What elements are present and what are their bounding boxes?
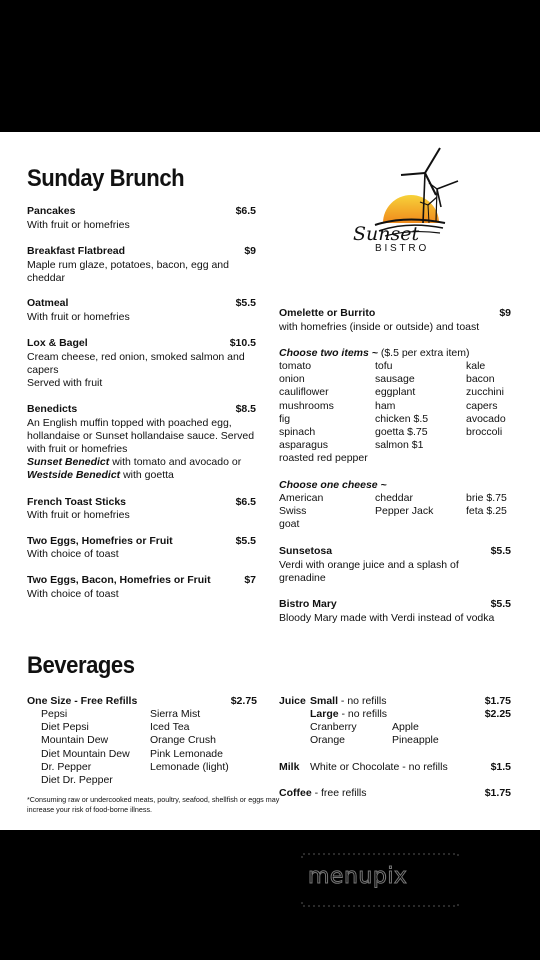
soda: Iced Tea xyxy=(150,721,190,734)
ingredient: eggplant xyxy=(375,386,416,399)
milk-desc: White or Chocolate - no refills xyxy=(310,761,448,773)
item-price: $10.5 xyxy=(229,337,256,349)
coffee-line xyxy=(279,787,367,800)
item-desc: capers xyxy=(27,364,59,376)
logo-word: BISTRO xyxy=(375,243,430,254)
ingredient: ham xyxy=(375,399,396,412)
juice-flavor: Cranberry xyxy=(310,721,357,733)
variant-desc: with tomato and avocado or xyxy=(109,456,242,468)
ingredient: asparagus xyxy=(279,439,329,452)
ingredient: spinach xyxy=(279,426,316,439)
item-price: $9 xyxy=(244,245,256,257)
cheese-col-1 xyxy=(279,492,323,532)
item-price: $9 xyxy=(499,307,511,319)
choose-two-heading xyxy=(279,347,470,360)
ingredient-col-1 xyxy=(279,360,368,466)
ingredient: mushrooms xyxy=(279,399,334,412)
item-name: Pancakes xyxy=(27,205,76,217)
item-name: Omelette or Burrito xyxy=(279,307,376,319)
soda: Mountain Dew xyxy=(41,734,109,747)
item-name: Bistro Mary xyxy=(279,598,337,610)
item-price: $5.5 xyxy=(235,535,256,547)
milk-price: $1.5 xyxy=(490,761,511,773)
variant-name: Sunset Benedict xyxy=(27,456,110,468)
item-desc: with fruit or homefries xyxy=(27,443,128,455)
cheese: Pepper Jack xyxy=(375,505,434,518)
choose-two-label: Choose two items ~ xyxy=(279,347,378,359)
soda-col-1 xyxy=(41,708,130,787)
soda: Orange Crush xyxy=(150,734,216,747)
juice-flavor: Orange xyxy=(310,734,346,747)
item-name: Sunsetosa xyxy=(279,545,333,557)
ingredient: onion xyxy=(279,373,305,386)
item-desc: Maple rum glaze, potatoes, bacon, egg and xyxy=(27,259,229,271)
choose-cheese-label: Choose one cheese ~ xyxy=(279,479,387,491)
item-desc: With fruit or homefries xyxy=(27,509,130,521)
item-price: $6.5 xyxy=(235,205,256,217)
ingredient: roasted red pepper xyxy=(279,452,368,465)
disclaimer-line: increase your risk of food-borne illness. xyxy=(27,804,153,814)
variant-name: Westside Benedict xyxy=(27,469,121,481)
item-desc: With fruit or homefries xyxy=(27,219,130,231)
ingredient: bacon xyxy=(466,373,495,386)
juice-small-price: $1.75 xyxy=(484,695,511,707)
ingredient: sausage xyxy=(375,373,415,386)
coffee-price: $1.75 xyxy=(484,787,511,799)
juice-large-price: $2.25 xyxy=(484,708,511,720)
cheese-col-3 xyxy=(466,492,507,518)
soda: Diet Mountain Dew xyxy=(41,747,130,760)
juice-large xyxy=(310,708,387,721)
beverages-title: Beverages xyxy=(27,652,135,679)
item-name: Oatmeal xyxy=(27,297,69,309)
soda: Sierra Mist xyxy=(150,708,201,720)
variant-desc: with goetta xyxy=(120,469,174,481)
soda: Diet Dr. Pepper xyxy=(41,774,113,787)
juice-flavor: Apple xyxy=(392,721,419,733)
disclaimer xyxy=(27,795,279,814)
item-name: French Toast Sticks xyxy=(27,496,127,508)
logo-script: Sunset xyxy=(353,223,420,245)
item-name: Breakfast Flatbread xyxy=(27,245,126,257)
size-name: Large xyxy=(310,708,339,720)
benedict-variant-line-2 xyxy=(27,469,174,482)
soda: Lemonade (light) xyxy=(150,760,229,773)
juice-label: Juice xyxy=(279,695,306,707)
ingredient: broccoli xyxy=(466,426,503,439)
item-desc: grenadine xyxy=(279,572,326,584)
ingredient: kale xyxy=(466,360,486,372)
watermark-text: menupix xyxy=(308,864,408,889)
size-name: Small xyxy=(310,695,339,707)
ingredient: cauliflower xyxy=(279,386,329,399)
ingredient: zucchini xyxy=(466,386,504,399)
disclaimer-line: *Consuming raw or undercooked meats, poultry, seafood, shellfish or eggs may xyxy=(27,795,280,804)
size-note: - no refills xyxy=(338,708,388,720)
ingredient: chicken $.5 xyxy=(375,412,429,425)
soda: Diet Pepsi xyxy=(41,721,89,734)
soda: Dr. Pepper xyxy=(41,760,92,773)
coffee-label: Coffee xyxy=(279,787,312,799)
ingredient: capers xyxy=(466,399,498,412)
one-size-price: $2.75 xyxy=(230,695,257,707)
item-desc: cheddar xyxy=(27,272,65,284)
ingredient: goetta $.75 xyxy=(375,426,428,439)
size-note: - no refills xyxy=(338,695,387,707)
juice-small xyxy=(310,695,386,708)
item-desc: with homefries (inside or outside) and toast xyxy=(279,321,480,333)
item-price: $5.5 xyxy=(490,598,511,610)
one-size-name: One Size - Free Refills xyxy=(27,695,138,707)
benedict-variant-line-1 xyxy=(27,456,241,469)
item-desc: With choice of toast xyxy=(27,548,119,560)
soda: Pink Lemonade xyxy=(150,747,223,760)
item-desc: With fruit or homefries xyxy=(27,311,130,323)
item-price: $8.5 xyxy=(235,403,256,415)
soda-col-2 xyxy=(150,708,229,774)
cheese: Swiss xyxy=(279,505,307,518)
ingredient-col-2 xyxy=(375,360,428,452)
coffee-desc: - free refills xyxy=(311,787,367,799)
item-desc: Cream cheese, red onion, smoked salmon and xyxy=(27,351,245,363)
item-name: Lox & Bagel xyxy=(27,337,88,349)
item-desc: Served with fruit xyxy=(27,377,103,389)
item-price: $5.5 xyxy=(490,545,511,557)
choose-two-note: ($.5 per extra item) xyxy=(377,347,470,359)
soda: Pepsi xyxy=(41,708,68,720)
ingredient: tomato xyxy=(279,360,312,372)
milk-label: Milk xyxy=(279,761,300,773)
ingredient: fig xyxy=(279,412,291,425)
item-name: Two Eggs, Homefries or Fruit xyxy=(27,535,173,547)
ingredient: salmon $1 xyxy=(375,439,424,452)
item-price: $7 xyxy=(244,574,256,586)
item-desc: An English muffin topped with poached egg, xyxy=(27,417,232,429)
item-desc: With choice of toast xyxy=(27,588,119,600)
item-name: Benedicts xyxy=(27,403,78,415)
item-desc: hollandaise or Sunset hollandaise sauce. Served xyxy=(27,430,255,442)
cheese: cheddar xyxy=(375,492,413,504)
item-price: $6.5 xyxy=(235,496,256,508)
menupix-watermark xyxy=(300,852,460,908)
cheese-col-2 xyxy=(375,492,433,518)
cheese: American xyxy=(279,492,324,504)
juice-flavors-col-1 xyxy=(310,721,357,747)
cheese: brie $.75 xyxy=(466,492,507,504)
item-desc: Verdi with orange juice and a splash of xyxy=(279,559,459,571)
item-price: $5.5 xyxy=(235,297,256,309)
cheese: feta $.25 xyxy=(466,505,507,518)
ingredient: avocado xyxy=(466,412,506,425)
juice-flavors-col-2 xyxy=(392,721,439,747)
item-desc: Bloody Mary made with Verdi instead of vodka xyxy=(279,612,495,624)
juice-flavor: Pineapple xyxy=(392,734,439,747)
cheese: goat xyxy=(279,518,300,531)
ingredient-col-3 xyxy=(466,360,506,439)
brunch-title: Sunday Brunch xyxy=(27,165,185,192)
item-name: Two Eggs, Bacon, Homefries or Fruit xyxy=(27,574,211,586)
ingredient: tofu xyxy=(375,360,393,372)
sunset-bistro-logo xyxy=(345,145,465,265)
